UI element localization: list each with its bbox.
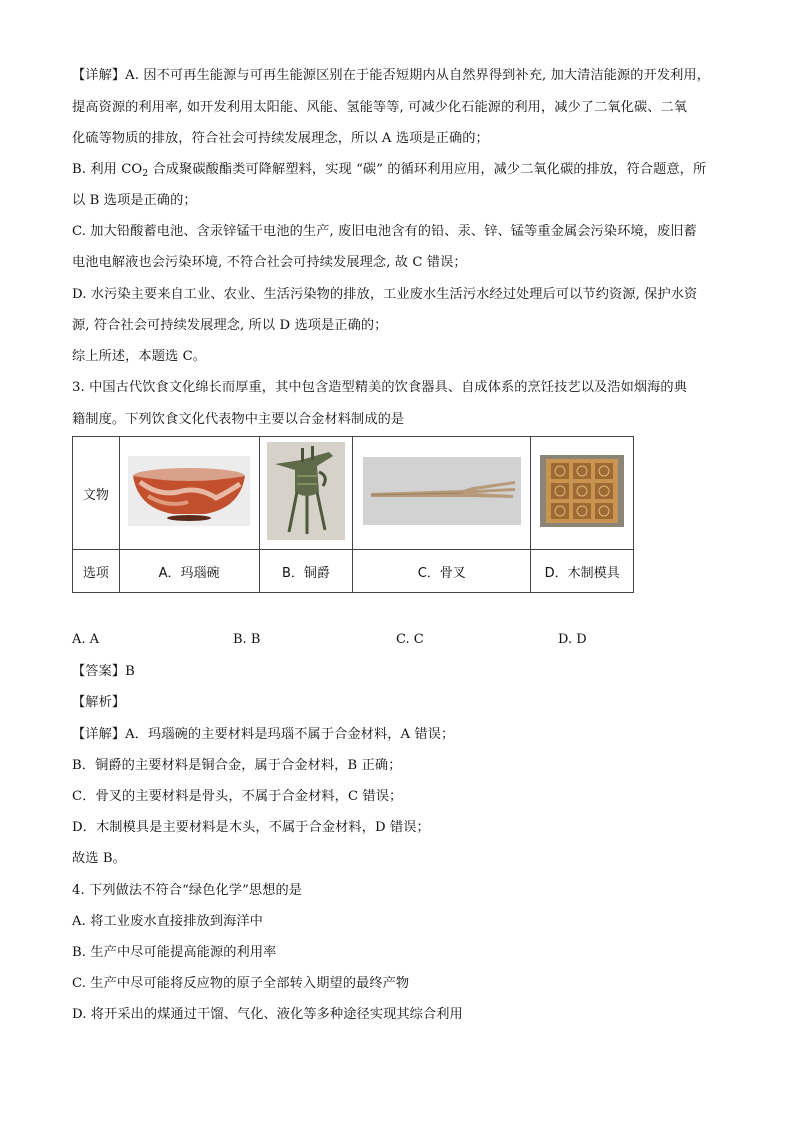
question-4-stem: 4. 下列做法不符合“绿色化学”思想的是 [72,883,303,898]
row-label-relic: 文物 [73,437,120,550]
answer-option-a: A. A [72,632,100,647]
analysis-label: 【解析】 [72,695,126,710]
relics-table [72,436,634,593]
bronze-jue-image [267,442,345,540]
question-4-option-a: A. 将工业废水直接排放到海洋中 [72,914,263,929]
text-line: B．铜爵的主要材料是铜合金，属于合金材料，B 正确； [72,758,402,773]
text-line: D. 水污染主要来自工业、农业、生活污染物的排放，工业废水生活污水经过处理后可以节约资源, 保护水资 [72,287,698,302]
text-line: 源, 符合社会可持续发展理念, 所以 D 选项是正确的； [72,318,388,333]
text-line: 【详解】A．玛瑙碗的主要材料是玛瑙不属于合金材料，A 错误； [72,727,455,742]
bone-fork-image [363,457,521,525]
table-row [73,550,634,593]
text-line: 以 B 选项是正确的； [72,193,197,208]
answer-option-d: D. D [558,632,587,647]
text-line: C．骨叉的主要材料是骨头，不属于合金材料，C 错误； [72,789,403,804]
table-row [73,437,634,550]
text-line: C. 加大铅酸蓄电池、含汞锌锰干电池的生产, 废旧电池含有的铅、汞、锌、锰等重金属会污染环境，废旧蓄 [72,224,697,239]
text-line: 化硫等物质的排放，符合社会可持续发展理念，所以 A 选项是正确的； [72,131,489,146]
text-line-co2: B. 利用 $CO_2$ 合成聚碳酸酯类可降解塑料，实现 “碳” 的循环利用应用，减少二氧化碳的排放，符合题意，所 [72,162,707,179]
option-cell-a: A．玛瑙碗 [119,550,259,593]
text-line: 综上所述，本题选 C。 [72,349,207,364]
question-4-option-d: D. 将开采出的煤通过干馏、气化、液化等多种途径实现其综合利用 [72,1007,463,1022]
text-line: 【详解】A. 因不可再生能源与可再生能源区别在于能否短期内从自然界得到补充, 加大清洁能源的开发利用， [72,68,711,83]
option-cell-b: B．铜爵 [259,550,353,593]
option-cell-d: D．木制模具 [531,550,634,593]
agate-bowl-image [128,456,250,526]
row-label-option: 选项 [73,550,120,593]
question-4-option-c: C. 生产中尽可能将反应物的原子全部转入期望的最终产物 [72,976,410,991]
question-3-stem: 3. 中国古代饮食文化绵长而厚重，其中包含造型精美的饮食器具、自成体系的烹饪技艺以及浩如烟海的典 [72,380,688,395]
answer-option-c: C. C [396,632,424,647]
text-line: D．木制模具是主要材料是木头，不属于合金材料，D 错误； [72,820,430,835]
option-cell-c: C．骨叉 [353,550,531,593]
question-4-option-b: B. 生产中尽可能提高能源的利用率 [72,945,277,960]
answer-option-b: B. B [233,632,261,647]
text-line: 提高资源的利用率, 如开发利用太阳能、风能、氢能等等, 可减少化石能源的利用，减少了二氧化碳、二氧 [72,100,688,115]
text-line: 电池电解液也会污染环境, 不符合社会可持续发展理念, 故 C 错误； [72,255,467,270]
text-line: 故选 B。 [72,851,126,866]
answer-label: 【答案】B [72,664,135,679]
question-3-stem: 籍制度。下列饮食文化代表物中主要以合金材料制成的是 [72,412,405,427]
wooden-mold-image [540,455,624,527]
